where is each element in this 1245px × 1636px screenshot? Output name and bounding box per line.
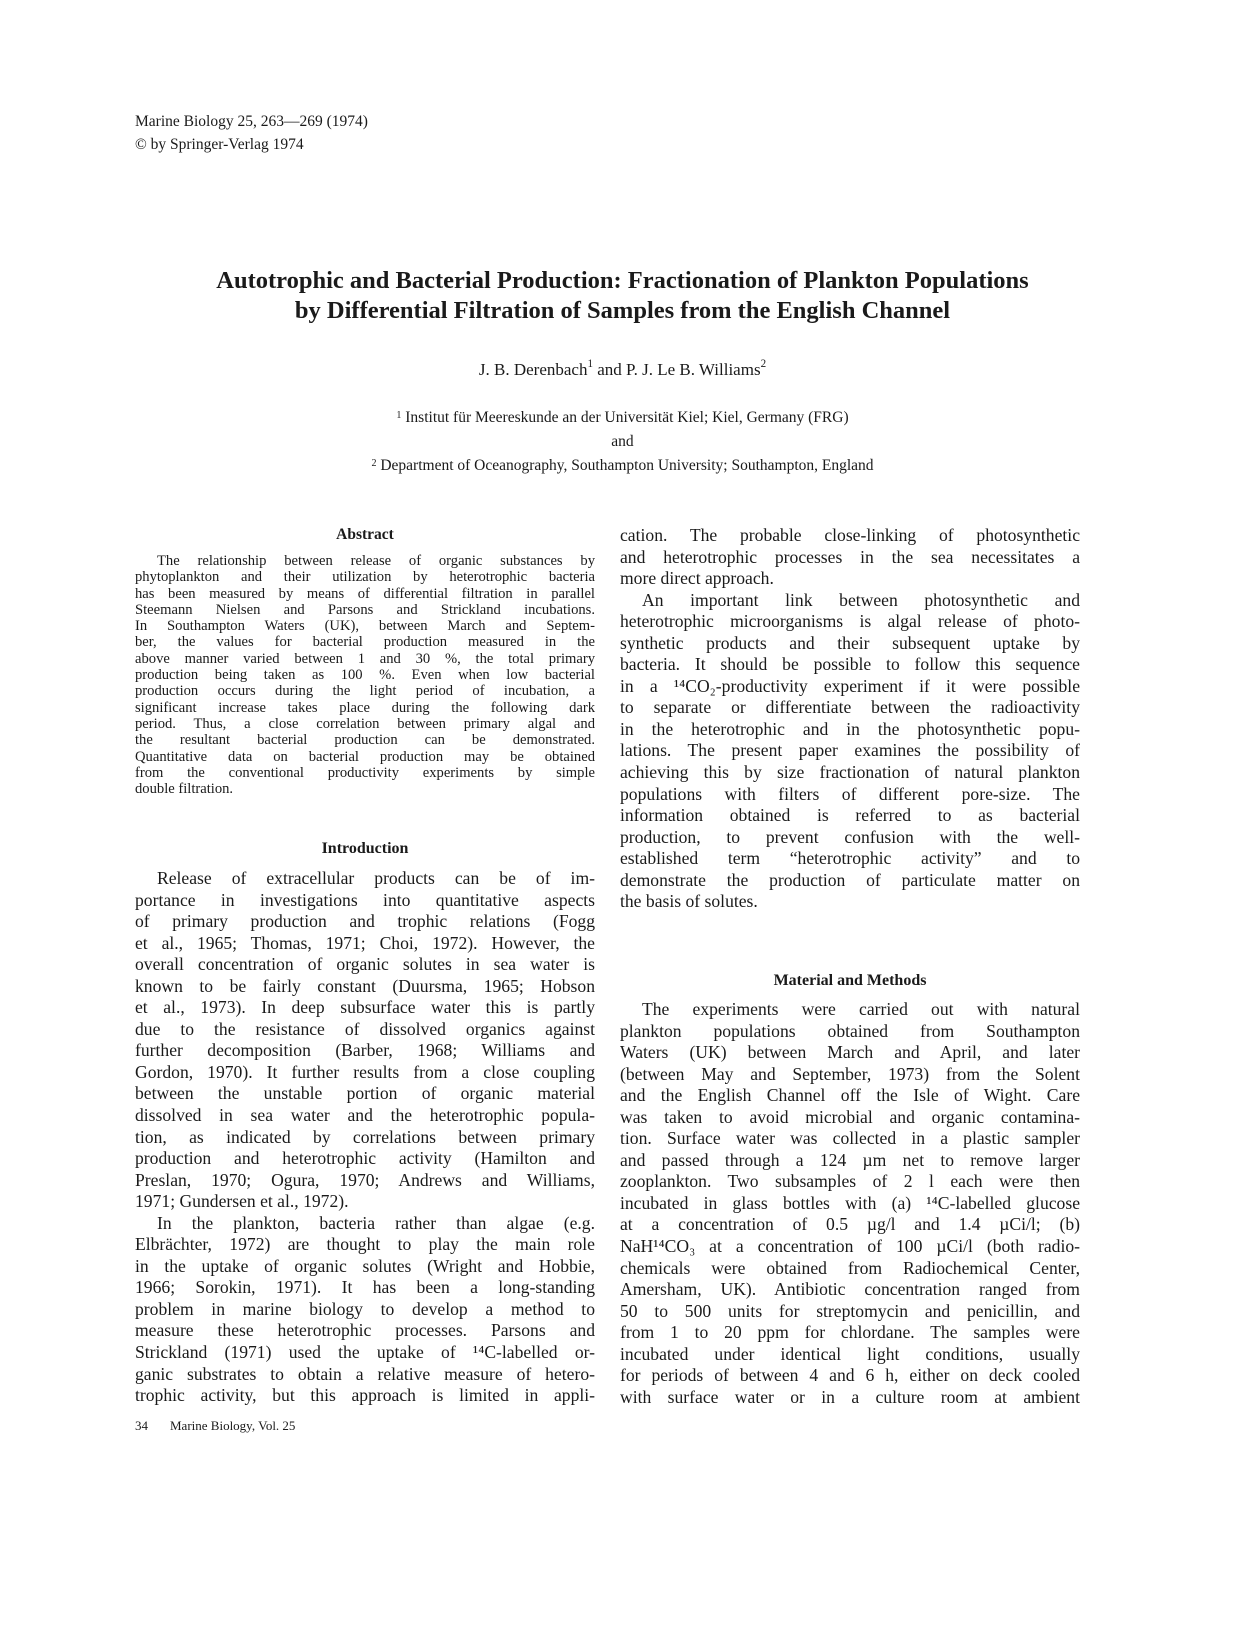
affiliation-mark: 1 xyxy=(396,410,402,421)
text-line: lations. The present paper examines the possibility of xyxy=(620,740,1080,761)
text-line: the basis of solutes. xyxy=(620,891,758,912)
text-line: incubated in glass bottles with (a) ¹⁴C-labelled glucose xyxy=(620,1192,1080,1213)
text-line: overall concentration of organic solutes in sea water is xyxy=(135,954,595,975)
text-line: from 1 to 20 ppm for chlordane. The samples were xyxy=(620,1322,1080,1343)
text-line: at a concentration of 0.5 µg/l and 1.4 µCi/l; (b) xyxy=(620,1214,1080,1235)
paragraph xyxy=(135,553,595,797)
text-line: Strickland (1971) used the uptake of ¹⁴C-labelled or- xyxy=(135,1342,595,1363)
text-line: et al., 1973). In deep subsurface water this is partly xyxy=(135,997,595,1018)
text-line: double filtration. xyxy=(135,781,234,798)
text-line: between the unstable portion of organic material xyxy=(135,1083,595,1104)
text-line: period. Thus, a close correlation between primary algal and xyxy=(135,715,595,732)
affiliation-mark: 2 xyxy=(760,358,767,370)
introduction-section xyxy=(135,840,595,1407)
text-line: production, to prevent confusion with the well- xyxy=(620,826,1080,847)
affiliation-mark: 2 xyxy=(371,458,377,469)
introduction-body xyxy=(135,868,595,1407)
text-line: cation. The probable close-linking of photosynthetic xyxy=(620,525,1080,545)
text-line: In the plankton, bacteria rather than algae (e.g. xyxy=(157,1212,595,1233)
page-number: 34 xyxy=(135,1418,148,1433)
text-line: incubated under identical light conditions, usually xyxy=(620,1343,1080,1364)
methods-body xyxy=(620,999,1080,1408)
text-line: due to the resistance of dissolved organics against xyxy=(135,1018,595,1039)
text-line: further decomposition (Barber, 1968; Williams and xyxy=(135,1040,595,1061)
text-line: trophic activity, but this approach is limited in appli- xyxy=(135,1385,595,1406)
text-line: for periods of between 4 and 6 h, either on deck cooled xyxy=(620,1365,1080,1386)
text-line: ber, the values for bacterial production measured in the xyxy=(135,634,595,651)
text-line: Steemann Nielsen and Parsons and Strickland incubations. xyxy=(135,601,595,618)
text-line: NaH¹⁴CO₃ at a concentration of 100 µCi/l (both radio- xyxy=(620,1236,1080,1257)
paper-title xyxy=(0,266,1245,326)
text-line: established term “heterotrophic activity” and to xyxy=(620,848,1080,869)
abstract-body xyxy=(135,553,595,797)
text-line: In Southampton Waters (UK), between March and Septem- xyxy=(135,618,595,635)
text-line: achieving this by size fractionation of natural plankton xyxy=(620,762,1080,783)
paragraph xyxy=(135,868,595,1213)
author-list xyxy=(0,360,1245,380)
title-line-1: Autotrophic and Bacterial Production: Fractionation of Plankton Populations xyxy=(216,267,1029,294)
text-line: ganic substrates to obtain a relative measure of hetero- xyxy=(135,1363,595,1384)
text-line: synthetic products and their subsequent uptake by xyxy=(620,632,1080,653)
text-line: in the heterotrophic and in the photosynthetic popu- xyxy=(620,718,1080,739)
text-line: zooplankton. Two subsamples of 2 l each were then xyxy=(620,1171,1080,1192)
text-line: Amersham, UK). Antibiotic concentration ranged from xyxy=(620,1279,1080,1300)
text-line: above manner varied between 1 and 30 %, the total primary xyxy=(135,650,595,667)
affiliation-2 xyxy=(0,454,1245,478)
text-line: and passed through a 124 µm net to remove larger xyxy=(620,1149,1080,1170)
text-line: phytoplankton and their utilization by heterotrophic bacteria xyxy=(135,569,595,586)
text-line: production and heterotrophic activity (Hamilton and xyxy=(135,1148,595,1169)
journal-citation: Marine Biology 25, 263—269 (1974) xyxy=(135,113,368,130)
text-line: bacteria. It should be possible to follow this sequence xyxy=(620,654,1080,675)
text-line: tion. Surface water was collected in a plastic sampler xyxy=(620,1128,1080,1149)
affiliation-1 xyxy=(0,406,1245,430)
affiliations xyxy=(0,406,1245,478)
text-line: information obtained is referred to as bacterial xyxy=(620,805,1080,826)
text-line: production being taken as 100 %. Even when low bacterial xyxy=(135,667,595,684)
methods-section xyxy=(620,972,1080,1408)
text-line: demonstrate the production of particulate matter on xyxy=(620,869,1080,890)
text-line: has been measured by means of differential filtration in parallel xyxy=(135,585,595,602)
paragraph xyxy=(620,590,1080,913)
affiliation-and: and xyxy=(611,433,634,450)
journal-header xyxy=(135,110,368,156)
text-line: in a ¹⁴CO₂-productivity experiment if it were possible xyxy=(620,675,1080,696)
text-line: the resultant bacterial production can be demonstrated. xyxy=(135,732,595,749)
affiliation-text: Department of Oceanography, Southampton University; Southampton, England xyxy=(376,457,874,474)
text-line: chemicals were obtained from Radiochemical Center, xyxy=(620,1257,1080,1278)
abstract-section xyxy=(135,526,595,797)
text-line: and heterotrophic processes in the sea necessitates a xyxy=(620,546,1080,567)
author-conjunction: and xyxy=(592,360,627,379)
title-line-2: by Differential Filtration of Samples from the English Channel xyxy=(294,297,951,324)
copyright-notice: © by Springer-Verlag 1974 xyxy=(135,136,304,153)
text-line: and the English Channel off the Isle of Wight. Care xyxy=(620,1085,1080,1106)
text-line: Elbrächter, 1972) are thought to play the main role xyxy=(135,1234,595,1255)
text-line: portance in investigations into quantitative aspects xyxy=(135,889,595,910)
text-line: Waters (UK) between March and April, and later xyxy=(620,1042,1080,1063)
text-line: An important link between photosynthetic and xyxy=(642,589,1080,610)
text-line: heterotrophic microorganisms is algal release of photo- xyxy=(620,611,1080,632)
paragraph xyxy=(620,525,1080,590)
text-line: 50 to 500 units for streptomycin and penicillin, and xyxy=(620,1300,1080,1321)
text-line: of primary production and trophic relations (Fogg xyxy=(135,911,595,932)
text-line: The relationship between release of organic substances by xyxy=(157,553,595,569)
introduction-continued xyxy=(620,525,1080,913)
text-line: tion, as indicated by correlations between primary xyxy=(135,1126,595,1147)
text-line: measure these heterotrophic processes. Parsons and xyxy=(135,1320,595,1341)
text-line: was taken to avoid microbial and organic contamina- xyxy=(620,1106,1080,1127)
section-heading: Abstract xyxy=(336,526,394,543)
text-line: Gordon, 1970). It further results from a close coupling xyxy=(135,1061,595,1082)
text-line: The experiments were carried out with natural xyxy=(642,999,1080,1019)
text-line: known to be fairly constant (Duursma, 1965; Hobson xyxy=(135,975,595,996)
paragraph xyxy=(135,1213,595,1407)
text-line: populations with filters of different pore-size. The xyxy=(620,783,1080,804)
affiliation-mark: 1 xyxy=(587,358,593,370)
text-line: with surface water or in a culture room at ambient xyxy=(620,1386,1080,1407)
text-line: Quantitative data on bacterial production may be obtained xyxy=(135,748,595,765)
section-heading: Introduction xyxy=(321,840,409,857)
text-line: to separate or differentiate between the radioactivity xyxy=(620,697,1080,718)
section-heading: Material and Methods xyxy=(773,972,927,989)
text-line: problem in marine biology to develop a method to xyxy=(135,1298,595,1319)
author-name: J. B. Derenbach xyxy=(478,360,588,379)
text-line: Release of extracellular products can be of im- xyxy=(157,868,595,888)
text-line: et al., 1965; Thomas, 1971; Choi, 1972). However, the xyxy=(135,932,595,953)
paragraph xyxy=(620,999,1080,1408)
introduction-continued-body xyxy=(620,525,1080,913)
text-line: 1971; Gundersen et al., 1972). xyxy=(135,1191,349,1212)
text-line: production occurs during the light period of incubation, a xyxy=(135,683,595,700)
page-footer xyxy=(135,1418,317,1434)
text-line: more direct approach. xyxy=(620,568,774,589)
text-line: dissolved in sea water and the heterotrophic popula- xyxy=(135,1105,595,1126)
text-line: from the conventional productivity experiments by simple xyxy=(135,764,595,781)
text-line: significant increase takes place during the following dark xyxy=(135,699,595,716)
text-line: Preslan, 1970; Ogura, 1970; Andrews and Williams, xyxy=(135,1169,595,1190)
text-line: (between May and September, 1973) from the Solent xyxy=(620,1063,1080,1084)
running-title: Marine Biology, Vol. 25 xyxy=(170,1418,296,1433)
affiliation-text: Institut für Meereskunde an der Universität Kiel; Kiel, Germany (FRG) xyxy=(401,409,849,426)
author-name: P. J. Le B. Williams xyxy=(626,360,761,379)
text-line: 1966; Sorokin, 1971). It has been a long-standing xyxy=(135,1277,595,1298)
text-line: in the uptake of organic solutes (Wright and Hobbie, xyxy=(135,1255,595,1276)
text-line: plankton populations obtained from Southampton xyxy=(620,1020,1080,1041)
